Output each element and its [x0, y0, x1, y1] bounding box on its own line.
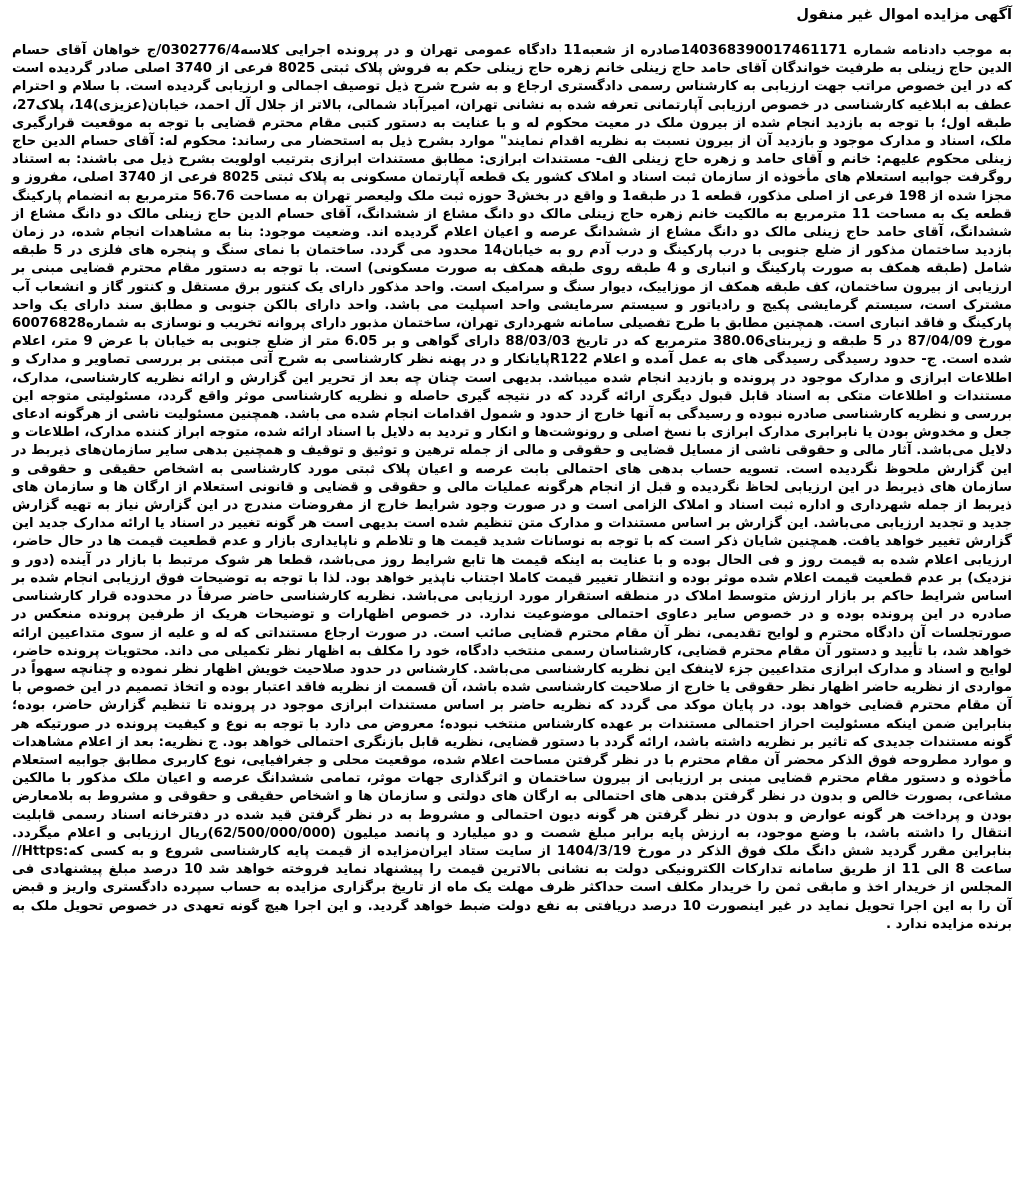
notice-title: آگهی مزایده اموال غیر منقول — [796, 7, 1012, 23]
notice-body: به موجب دادنامه شماره 140368390017461171صادره از شعبه11 دادگاه عمومی تهران و در پرونده اجرایی کلاسه0302776/4/ج خواهان آقای حسام الدین حاج زینلی به طرفیت خواندگان آقای حامد حاج زینلی خانم زهره حاج زینلی حکم به فروش پلاک ثبتی 8025 فرعی از 3740 اصلی صادر گردیده است که در این خصوص مراتب جهت ارزیابی به کارشناس رسمی دادگستری ارجاع و به شرح شرح ذیل توصیف اجمالی و ارزیابی گردیده است. با سلام و احترام عطف به ابلاغیه کارشناسی در خصوص ارزیابی آپارتمانی تعرفه شده به نشانی تهران، امیرآباد شمالی، بالاتر از جلال آل احمد، خیابان(عزیزی)14، پلاک27، طبقه اول؛ با توجه به بازدید انجام شده از بیرون ملک در معیت محکوم له و با عنایت به دستور کتبی مقام محترم قضایی با توجه به موقعیت قرارگیری ملک، اسناد و مدارک موجود و بازدید آن از بیرون نسبت به نظریه اقدام نمایند" موارد بشرح ذیل به استحضار می رساند: محکوم له: آقای حسام الدین حاج زینلی محکوم علیهم: خانم و آقای حامد و زهره حاج زینلی الف- مستندات ابرازی: مطابق مستندات ابرازی بترتیب اولویت بشرح ذیل می باشند: به استناد روگرفت جوابیه استعلام های مأخوذه از سازمان ثبت اسناد و املاک کشور یک قطعه آپارتمان مسکونی به پلاک ثبتی 8025 فرعی از 3740 اصلی، مفروز و مجزا شده از 198 فرعی از اصلی مذکور، قطعه 1 در طبقه1 و واقع در بخش3 حوزه ثبت ملک ولیعصر تهران به مساحت 56.76 مترمربع به انضمام پارکینگ قطعه یک به مساحت 11 مترمربع به مالکیت خانم زهره حاج زینلی مالک دو دانگ مشاع از ششدانگ، آقای حسام الدین حاج زینلی مالک دو دانگ مشاع از ششدانگ، آقای حامد حاج زینلی مالک دو دانگ مشاع از ششدانگ عرصه و اعیان اعلام گردیده اند. وضعیت موجود: بنا به مشاهدات انجام شده، در زمان بازدید ساختمان مذکور از ضلع جنوبی با درب پارکینگ و درب آدم رو به خیابان14 محدود می گردد. ساختمان با نمای سنگ و پنجره های فلزی در 5 طبقه شامل (طبقه همکف به صورت پارکینگ و انباری و 4 طبقه روی طبقه همکف به صورت مسکونی) است. با توجه به دستور مقام محترم قضایی مبنی بر ارزیابی از بیرون ساختمان، کف طبقه همکف از موزاییک، دیوار سنگ و سرامیک است. واحد مذکور دارای یک کنتور برق مستقل و کنتور گاز و انشعاب آب مشترک است، سیستم گرمایشی پکیج و رادیاتور و سیستم سرمایشی واحد اسپلیت می باشد. واحد دارای بالکن جنوبی و مطابق سند دارای یک واحد پارکینگ و فاقد انباری است. همچنین مطابق با طرح تفصیلی سامانه شهرداری تهران، ساختمان مذبور دارای پروانه تخریب و نوسازی به شماره60076828 مورخ 87/04/09 در 5 طبقه و زیربنای380.06 مترمربع که در تاریخ 88/03/03 دارای گواهی و بر 6.05 متر از ضلع جنوبی به خیابان با عرض 9 متر، اعلام شده است. ج- حدود رسیدگی رسیدگی های به عمل آمده و اعلام R122پایانکار و در پهنه نظر کارشناسی به شرح آتی مبتنی بر بررسی تصاویر و مدارک و اطلاعات ابرازی و مدارک موجود در پرونده و بازدید انجام شده میباشد. بدیهی است چنان چه بعد از تحریر این گزارش و ارائه نظریه کارشناسی، مدارک، مستندات و اطلاعات متکی به اسناد قابل قبول دیگری ارائه گردد که در نتیجه گیری حاصله و نظریه کارشناسی موثر واقع گردد، مسئولیتی متوجه این بررسی و نظریه کارشناسی صادره نبوده و رسیدگی به آنها خارج از حدود و شمول اقدامات انجام شده می باشد. همچنین مسئولیت ناشی از هرگونه ادعای جعل و مخدوش بودن یا نابرابری مدارک ابرازی با نسخ اصلی و رونوشت‌ها و انکار و تردید به دلایل با اسناد ارائه شده، متوجه ابراز کننده مدارک، اطلاعات و دلایل می‌باشد. آثار مالی و حقوقی ناشی از مسایل قضایی و حقوقی و مالی از جمله ترهین و توثیق و توقیف و همچنین بدهی سایر سازمان‌های ذیربط در این گزارش ملحوظ نگردیده است. تسویه حساب بدهی های احتمالی بابت عرصه و اعیان پلاک ثبتی مورد کارشناسی به اشخاص حقیقی و حقوقی و سازمان های ذیربط در این ارزیابی لحاظ نگردیده و قبل از انجام هرگونه عملیات مالی و حقوقی و قضایی و قانونی استعلام از ارگان ها و سازمان های ذیربط از جمله شهرداری و اداره ثبت اسناد و املاک الزامی است و در صورت وجود شرایط خارج از مفروضات مندرج در این گزارش نیاز به تهیه گزارش جدید و تجدید ارزیابی می‌باشد. این گزارش بر اساس مستندات و مدارک متن تنظیم شده است بدیهی است هر گونه تغییر در اسناد یا ارائه مدارک جدید این گزارش تغییر خواهد یافت. همچنین شایان ذکر است که با توجه به نوسانات شدید قیمت ها و تلاطم و ناپایداری بازار و عدم قطعیت قیمت ها در حال حاضر، ارزیابی اعلام شده به قیمت روز و فی الحال بوده و با عنایت به اینکه قیمت ها تابع شرایط روز می‌باشد، قطعا هر شوک مرتبط با بازار در آینده (دور و نزدیک) بر عدم قطعیت قیمت اعلام شده موثر بوده و انتظار تغییر قیمت کاملا اجتناب ناپذیر خواهد بود. لذا با توجه به توضیحات فوق ارزیابی انجام شده بر اساس شرایط حاکم بر بازار ارزش متوسط املاک در منطقه استقرار مورد ارزیابی می‌باشد. نظریه کارشناسی حاضر صرفاً در محدوده قرار کارشناسی صادره در این پرونده بوده و در خصوص سایر دعاوی احتمالی موضوعیت ندارد. در خصوص اظهارات و توضیحات هریک از طرفین پرونده منعکس در صورتجلسات آن دادگاه محترم و لوایح تقدیمی، نظر آن مقام محترم قضایی صائب است. در صورت ارجاع مستنداتی که له و علیه از سوی متداعیین ارائه خواهد شد، با تأیید و دستور آن مقام محترم قضایی، کارشناسان رسمی منتخب دادگاه، خود را مکلف به اظهار نظر تکمیلی می داند. محتویات پرونده حاضر، لوایح و اسناد و مدارک ابرازی متداعیین جزء لاینفک این نظریه کارشناسی می‌باشد. کارشناس در حدود صلاحیت خویش اظهار نظر نموده و چنانچه سهواً در مواردی از نظریه حاضر اظهار نظر حقوقی یا خارج از صلاحیت کارشناسی شده باشد، آن قسمت از نظریه فاقد اعتبار بوده و اتخاذ تصمیم در این خصوص با آن مقام محترم قضایی خواهد بود. در پایان موکد می گردد که نظریه حاضر بر اساس مستندات ابرازی موجود در پرونده تا تنظیم گزارش حاضر، بوده؛ بنابراین ضمن اینکه مسئولیت احراز احتمالی مستندات بر عهده کارشناس منتخب نبوده؛ معروض می دارد با توجه به نوع و کیفیت پرونده در صورتیکه هر گونه مستندات جدیدی که تاثیر بر نظریه داشته باشد، ارائه گردد با دستور قضایی، نظریه قابل بازنگری احتمالی خواهد بود. ج نظریه: بعد از اعلام مشاهدات و موارد مطروحه فوق الذکر محضر آن مقام محترم با در نظر گرفتن مساحت اعلام شده، موقعیت محلی و جغرافیایی، نوع کاربری مطابق جوابیه استعلام مأخوذه و دستور مقام محترم قضایی مبنی بر ارزیابی از بیرون ساختمان و اثرگذاری جهات موثر، تمامی ششدانگ عرصه و اعیان ملک مذکور با مالکین مشاعی، بصورت خالص و بدون در نظر گرفتن بدهی های احتمالی به ارگان های دولتی و سازمان ها و اشخاص حقیقی و حقوقی و مشروط به بلامعارض بودن و پرداخت هر گونه عوارض و بدون در نظر گرفتن هر گونه دیون احتمالی و مشروط به در نظر گرفتن قید شده در دفترخانه اسناد رسمی قابلیت انتقال را داشته باشد، با وضع موجود، به ارزش پایه برابر مبلغ شصت و دو میلیارد و پانصد میلیون (62/500/000/000)ریال ارزیابی و اعلام میگردد. بنابراین مقرر گردید شش دانگ ملک فوق الذکر در مورخ 1404/3/19 از سایت ستاد ایران‌مزایده از قیمت پایه کارشناسی شروع و به کسی که:Https//ساعت 8 الی 11 از طریق سامانه تدارکات الکترونیکی دولت به نشانی بالاترین قیمت را پیشنهاد نماید فروخته خواهد شد 10 درصد مبلغ پیشنهادی فی المجلس از خریدار اخذ و مابقی ثمن را خریدار مکلف است حداکثر ظرف مهلت یک ماه از تاریخ برگزاری مزایده به حساب سپرده دادگستری واریز و قبض آن را به این اجرا تحویل نماید در غیر اینصورت 10 درصد دریافتی به نفع دولت ضبط خواهد گردید. و این اجرا هیچ گونه تعهدی در خصوص تحویل ملک به برنده مزایده ندارد . — [11, 43, 1013, 932]
